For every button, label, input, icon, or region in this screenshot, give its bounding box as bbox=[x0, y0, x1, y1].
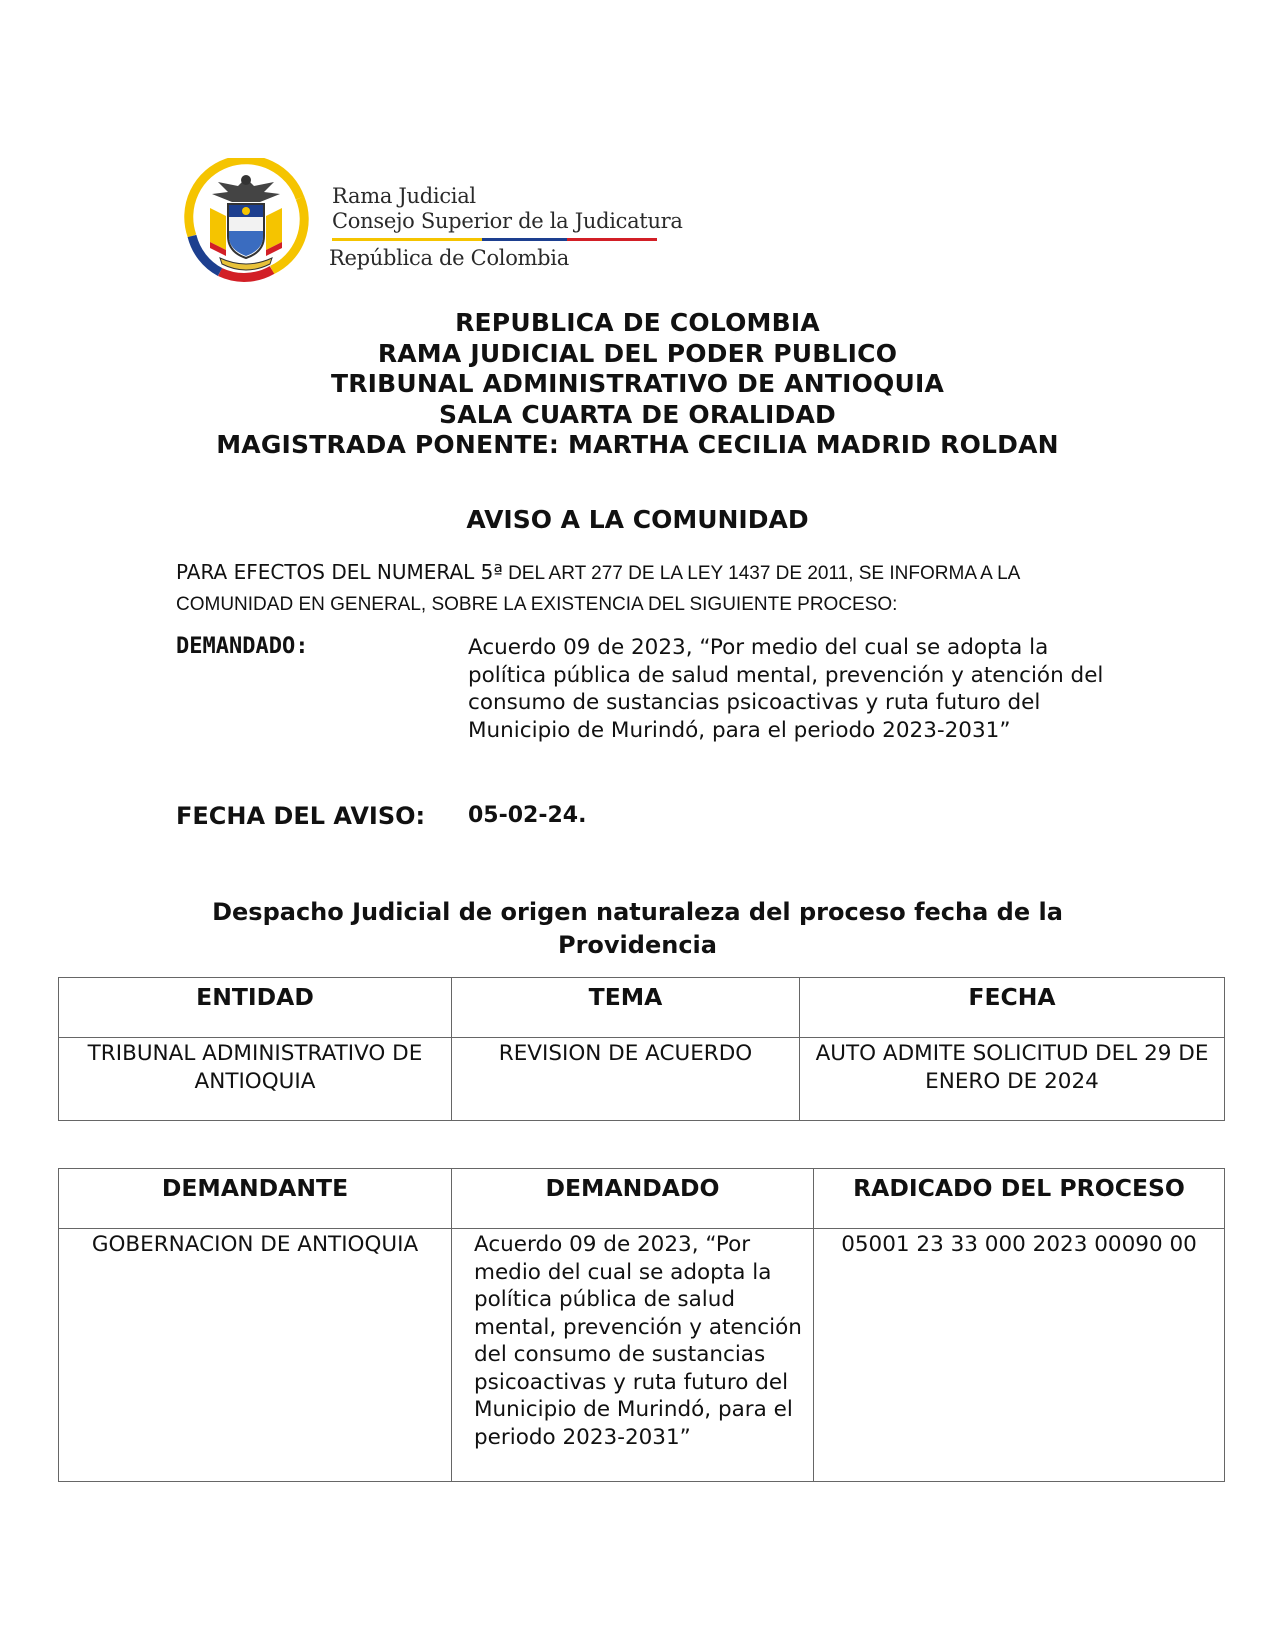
heading-line-1: REPUBLICA DE COLOMBIA bbox=[455, 308, 820, 337]
fecha-aviso-value: 05-02-24. bbox=[468, 803, 587, 828]
section-title-line-1: Despacho Judicial de origen naturaleza del proceso fecha de la bbox=[212, 898, 1063, 926]
cell-entidad: TRIBUNAL ADMINISTRATIVO DE ANTIOQUIA bbox=[59, 1038, 452, 1121]
despacho-table bbox=[58, 977, 1225, 1121]
logo-text bbox=[332, 184, 683, 234]
proceso-table bbox=[58, 1168, 1225, 1482]
cell-demandante: GOBERNACION DE ANTIOQUIA bbox=[59, 1229, 452, 1482]
cell-radicado: 05001 23 33 000 2023 00090 00 bbox=[814, 1229, 1225, 1482]
intro-line-2: COMUNIDAD EN GENERAL, SOBRE LA EXISTENCIA DEL SIGUIENTE PROCESO: bbox=[176, 594, 898, 615]
rama-judicial-logo bbox=[180, 158, 683, 288]
table-row bbox=[59, 1038, 1225, 1121]
document-heading bbox=[0, 308, 1275, 461]
demandado-label: DEMANDADO: bbox=[176, 634, 309, 659]
cell-demandado: Acuerdo 09 de 2023, “Por medio del cual se adopta la política pública de salud mental, prevención y atención del consumo de sustancias psicoactivas y ruta futuro del Municipio de Murindó, para el periodo 2023-2031” bbox=[452, 1229, 814, 1482]
logo-flag-rule bbox=[332, 238, 657, 241]
heading-line-5: MAGISTRADA PONENTE: MARTHA CECILIA MADRID ROLDAN bbox=[216, 430, 1059, 459]
cell-fecha: AUTO ADMITE SOLICITUD DEL 29 DE ENERO DE 2024 bbox=[800, 1038, 1225, 1121]
table-header-row bbox=[59, 1169, 1225, 1229]
header-tema: TEMA bbox=[452, 978, 800, 1038]
logo-consejo: Consejo Superior de la Judicatura bbox=[332, 209, 683, 233]
table-row bbox=[59, 1229, 1225, 1482]
notice-title: AVISO A LA COMUNIDAD bbox=[466, 505, 809, 534]
heading-line-3: TRIBUNAL ADMINISTRATIVO DE ANTIOQUIA bbox=[330, 369, 945, 398]
intro-part-2: DEL ART 277 DE LA LEY 1437 DE 2011, SE INFORMA A LA bbox=[502, 563, 1021, 584]
heading-line-4: SALA CUARTA DE ORALIDAD bbox=[439, 399, 836, 429]
section-title-line-2: Providencia bbox=[558, 931, 717, 959]
section-title bbox=[0, 896, 1275, 962]
header-demandante: DEMANDANTE bbox=[59, 1169, 452, 1229]
demandado-value: Acuerdo 09 de 2023, “Por medio del cual se adopta la política pública de salud mental, prevención y atención del consumo de sustancias psicoactivas y ruta futuro del Municipio de Murindó, para el periodo 2023-2031” bbox=[468, 635, 1104, 743]
logo-rama-judicial: Rama Judicial bbox=[332, 184, 476, 208]
fecha-aviso-label: FECHA DEL AVISO: bbox=[176, 802, 426, 830]
notice-intro bbox=[176, 557, 1116, 620]
table-header-row bbox=[59, 978, 1225, 1038]
intro-part-1: PARA EFECTOS DEL NUMERAL 5ª bbox=[176, 560, 503, 584]
heading-line-2: RAMA JUDICIAL DEL PODER PUBLICO bbox=[377, 338, 898, 368]
colombia-coat-of-arms-icon bbox=[180, 158, 312, 286]
header-entidad: ENTIDAD bbox=[59, 978, 452, 1038]
header-demandado: DEMANDADO bbox=[452, 1169, 814, 1229]
logo-republica: República de Colombia bbox=[329, 246, 569, 270]
header-fecha: FECHA bbox=[800, 978, 1225, 1038]
header-radicado: RADICADO DEL PROCESO bbox=[814, 1169, 1225, 1229]
cell-tema: REVISION DE ACUERDO bbox=[452, 1038, 800, 1121]
